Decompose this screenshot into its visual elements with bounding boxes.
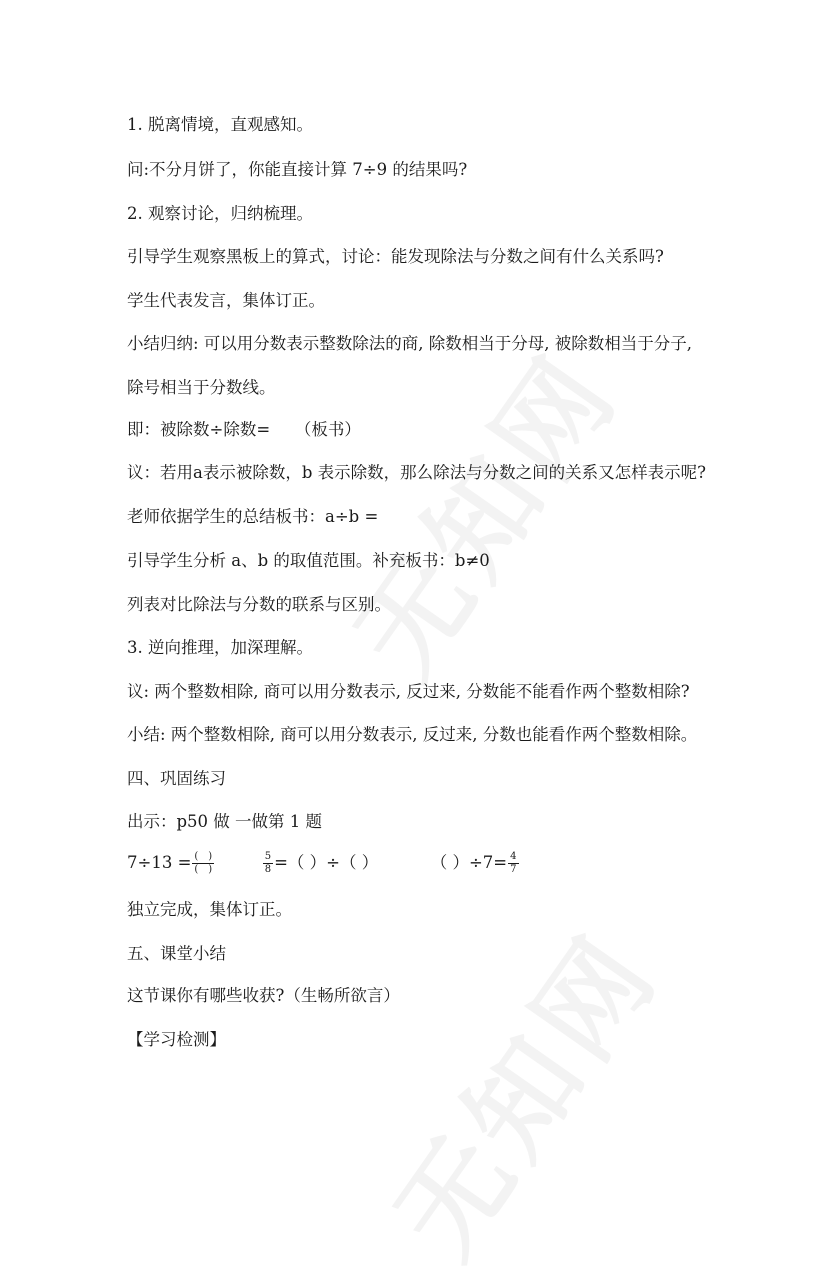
text-line: 学生代表发言，集体订正。 [127,291,325,310]
text-line: 列表对比除法与分数的联系与区别。 [127,595,391,614]
text-line: 除号相当于分数线。 [127,378,276,397]
watermark [352,896,688,1282]
text-line: 五、课堂小结 [127,944,226,963]
text-line: 引导学生观察黑板上的算式，讨论：能发现除法与分数之间有什么关系吗? [127,247,664,266]
text-line: 议: 两个整数相除, 商可以用分数表示, 反过来, 分数能不能看作两个整数相除? [127,682,690,701]
text-line: 老师依据学生的总结板书：a÷b = [127,507,379,526]
section-heading: 【学习检测】 [127,1030,226,1049]
fraction: $\frac{5}{8}$ [264,851,272,875]
text-line: 小结归纳: 可以用分数表示整数除法的商, 除数相当于分母, 被除数相当于分子, [127,334,693,353]
exercise-line [127,852,520,875]
exercise-item-1: 7÷13 = $\frac{( )}{( )}$ [127,851,213,875]
text-line: 独立完成，集体订正。 [127,900,292,919]
exercise-item-2: $\frac{5}{8}$ =（ ）÷（ ） [264,851,379,875]
text-line: 四、巩固练习 [127,769,226,788]
text-line: 出示：p50 做 一做第 1 题 [127,812,323,831]
text-line: 2. 观察讨论，归纳梳理。 [127,204,313,223]
text-line: 议：若用a表示被除数，b 表示除数，那么除法与分数之间的关系又怎样表示呢? [127,463,706,482]
text-line: 3. 逆向推理，加深理解。 [127,638,313,657]
text-line: 1. 脱离情境，直观感知。 [127,115,313,134]
text-line: 小结: 两个整数相除, 商可以用分数表示, 反过来, 分数也能看作两个整数相除。 [127,725,698,744]
fraction: $\frac{4}{7}$ [510,851,517,875]
text-line: 这节课你有哪些收获?（生畅所欲言） [127,986,400,1005]
exercise-item-3: （ ）÷7= $\frac{4}{7}$ [430,851,517,875]
text-line: 即：被除数÷除数= （板书） [127,420,361,439]
text-line: 引导学生分析 a、b 的取值范围。补充板书：b≠0 [127,551,490,570]
text-line: 问:不分月饼了，你能直接计算 7÷9 的结果吗? [127,160,468,179]
fraction: $\frac{( )}{( )}$ [194,851,213,875]
